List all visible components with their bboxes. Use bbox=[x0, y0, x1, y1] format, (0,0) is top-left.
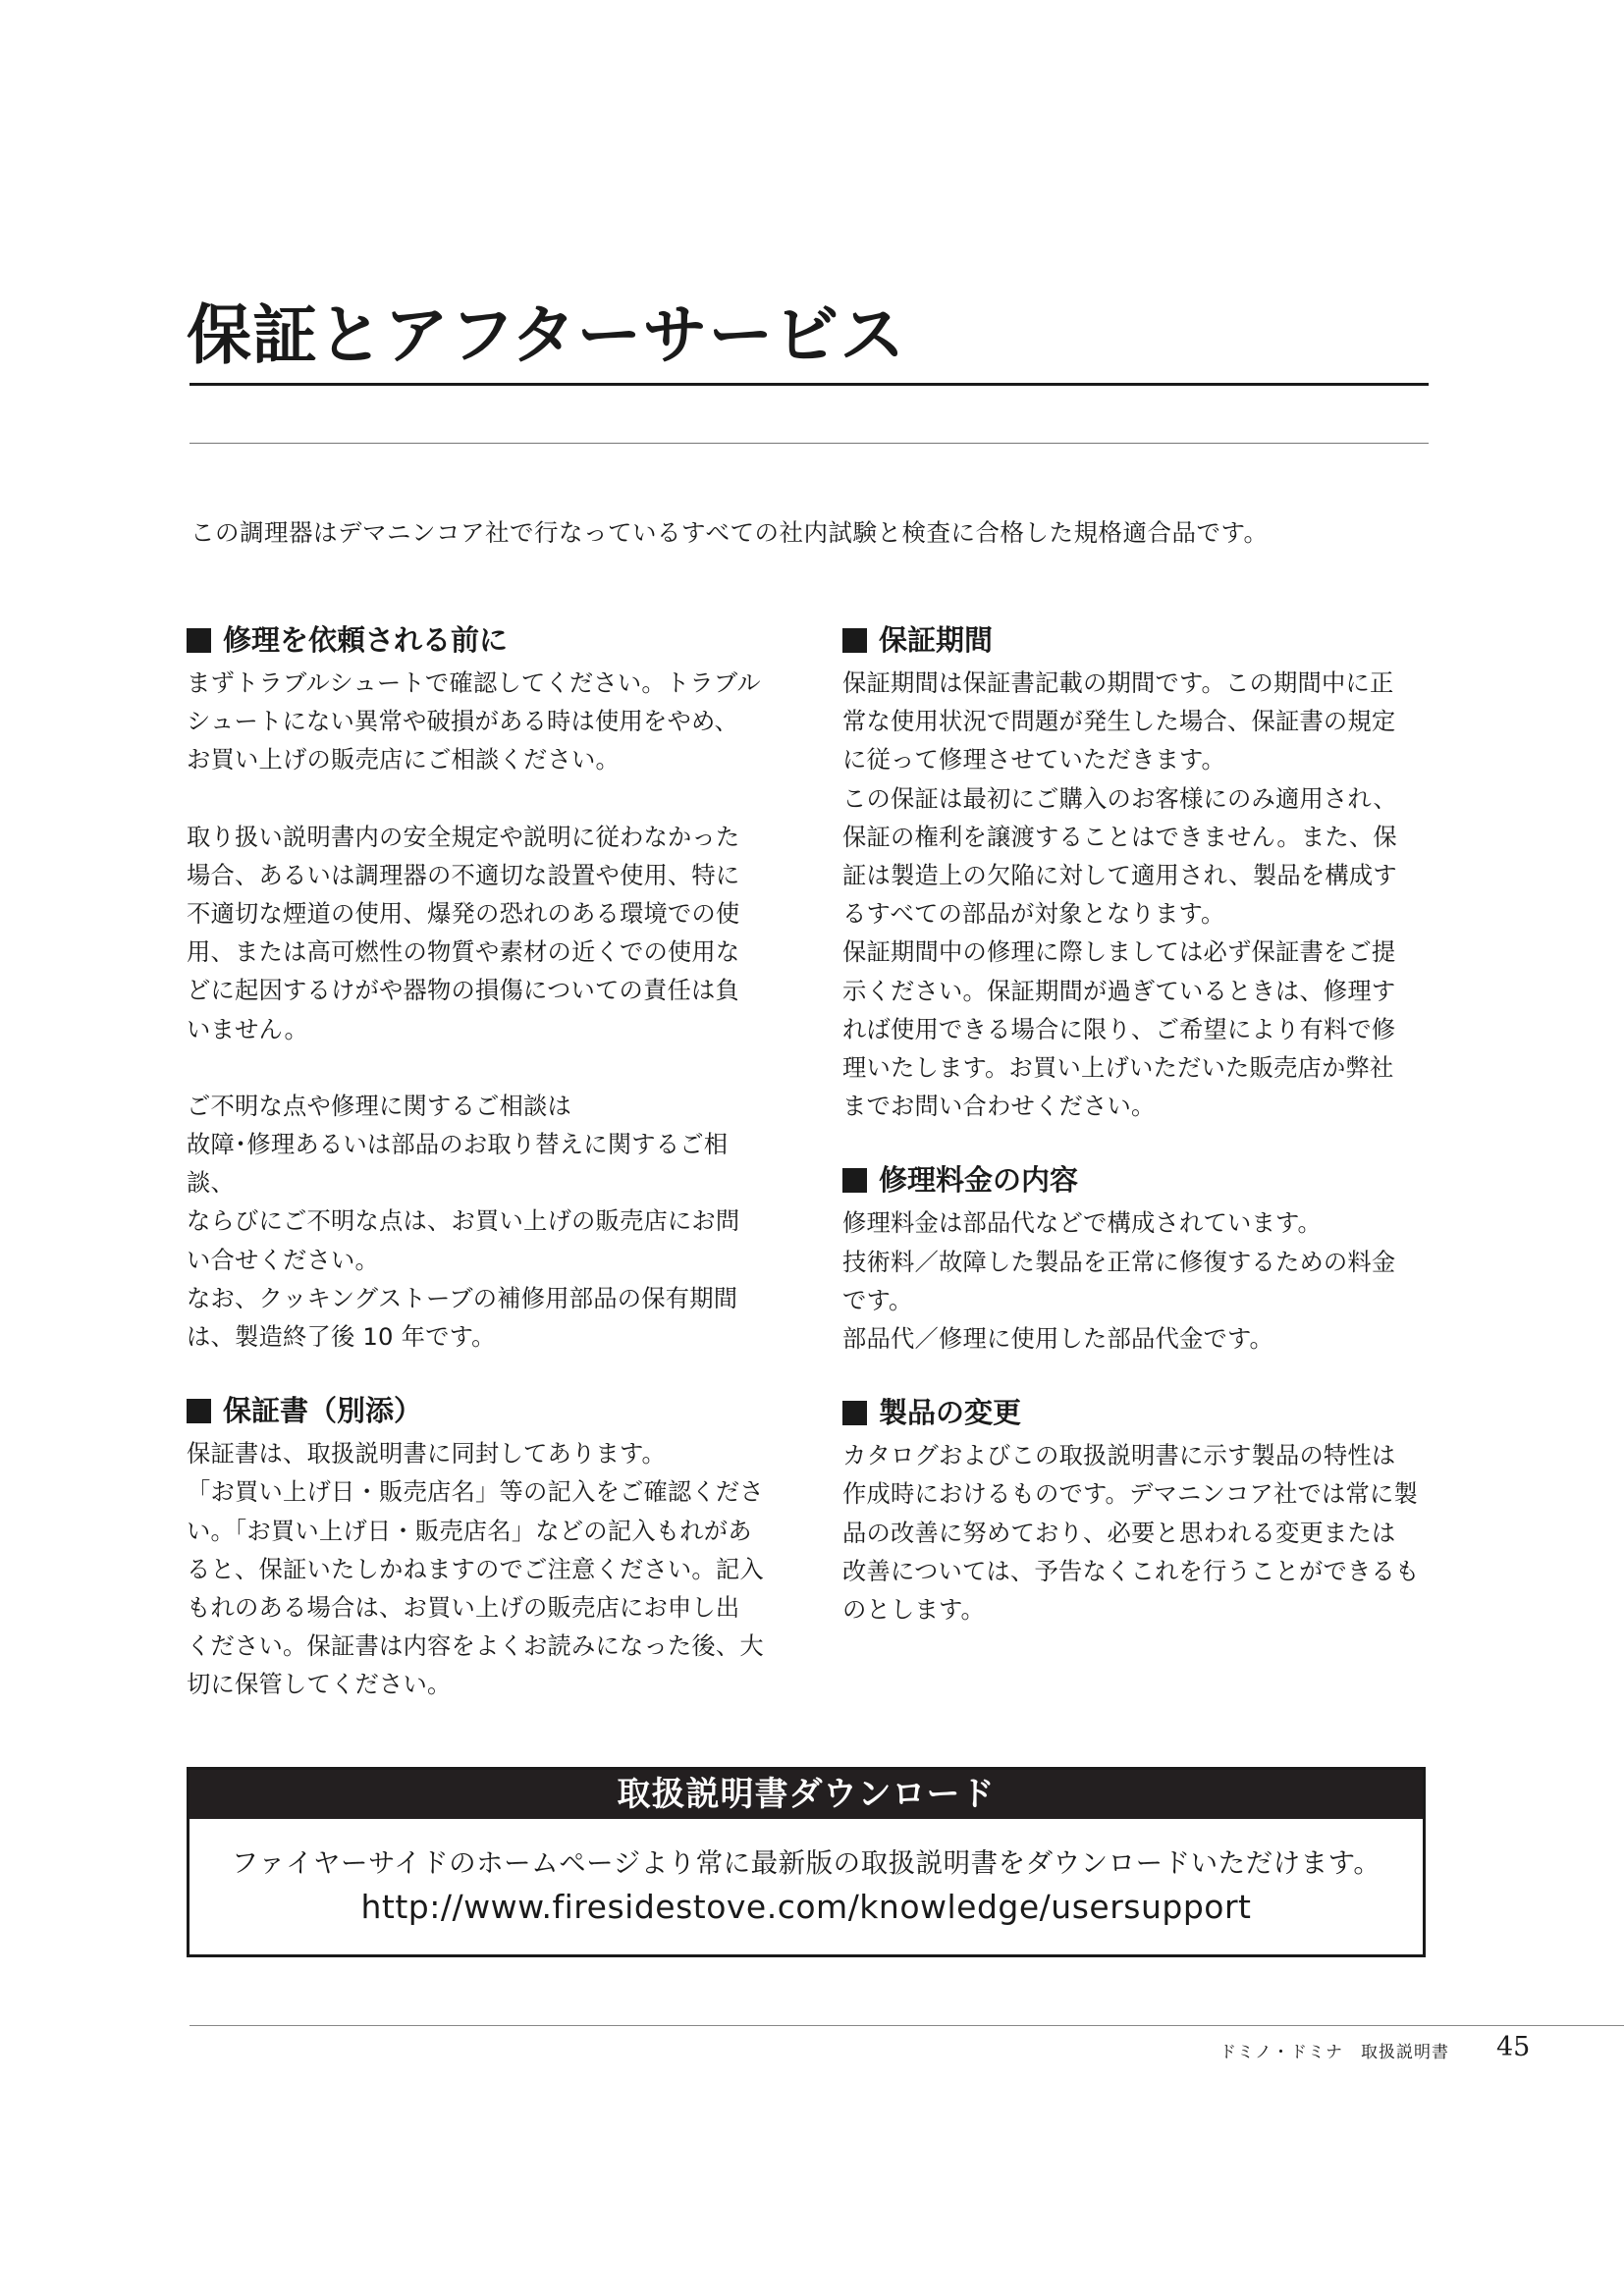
section-paragraph: 保証書は、取扱説明書に同封してあります。 「お買い上げ日・販売店名」等の記入をご確認くださ い。「お買い上げ日・販売店名」などの記入もれがあ ると、保証いたしかねますのでご注意ください。記入 もれのある場合は、お買い上げの販売店にお申し出 ください。保証書は内容をよくお読みになった後、大 切に保管してください。 bbox=[187, 1439, 764, 1699]
section-repair-fees bbox=[842, 1160, 1432, 1358]
section-before-repair bbox=[187, 620, 776, 1356]
download-box-header: 取扱説明書ダウンロード bbox=[189, 1770, 1423, 1819]
square-bullet-icon bbox=[187, 628, 211, 653]
section-paragraph: カタログおよびこの取扱説明書に示す製品の特性は 作成時におけるものです。デマニンコア社では常に製 品の改善に努めており、必要と思われる変更または 改善については、予告なくこれを行うことができるも のとします。 bbox=[842, 1441, 1420, 1625]
heading-text: 保証期間 bbox=[879, 623, 994, 657]
heading-text: 製品の変更 bbox=[879, 1396, 1022, 1430]
section-heading bbox=[842, 1160, 1432, 1200]
download-box bbox=[187, 1767, 1426, 1957]
title-underline bbox=[189, 383, 1429, 386]
intro-text: この調理器はデマニンコア社で行なっているすべての社内試験と検査に合格した規格適合品です。 bbox=[190, 517, 1269, 547]
heading-text: 修理を依頼される前に bbox=[223, 623, 509, 657]
page-number: 45 bbox=[1496, 2032, 1531, 2062]
section-paragraph: 取り扱い説明書内の安全規定や説明に従わなかった 場合、あるいは調理器の不適切な設置や使用、特に 不適切な煙道の使用、爆発の恐れのある環境での使 用、または高可燃性の物質や素材の近くでの使用な どに起因するけがや器物の損傷についての責任は負 いません。 bbox=[187, 822, 740, 1043]
section-heading bbox=[187, 1391, 776, 1430]
title-divider bbox=[189, 443, 1429, 444]
section-paragraph: まずトラブルシュートで確認してください。トラブル シュートにない異常や破損がある時は使用をやめ、 お買い上げの販売店にご相談ください。 bbox=[187, 668, 761, 774]
page-title: 保証とアフターサービス bbox=[187, 296, 906, 373]
left-column bbox=[187, 620, 776, 1704]
download-box-text: ファイヤーサイドのホームページより常に最新版の取扱説明書をダウンロードいただけます。 bbox=[231, 1847, 1381, 1879]
square-bullet-icon bbox=[187, 1399, 211, 1423]
heading-text: 修理料金の内容 bbox=[879, 1163, 1079, 1198]
section-heading bbox=[187, 620, 776, 660]
heading-text: 保証書（別添） bbox=[223, 1394, 423, 1428]
section-warranty-period bbox=[842, 620, 1432, 1125]
section-product-changes bbox=[842, 1393, 1432, 1629]
download-url-link[interactable]: http://www.firesidestove.com/knowledge/usersupport bbox=[360, 1888, 1252, 1926]
right-column bbox=[842, 620, 1432, 1629]
section-heading bbox=[842, 1393, 1432, 1432]
square-bullet-icon bbox=[842, 628, 867, 653]
square-bullet-icon bbox=[842, 1401, 867, 1425]
footer-doc-name: ドミノ・ドミナ 取扱説明書 bbox=[1219, 2043, 1449, 2062]
section-heading bbox=[842, 620, 1432, 660]
section-warranty-card bbox=[187, 1391, 776, 1703]
square-bullet-icon bbox=[842, 1168, 867, 1193]
footer-divider bbox=[189, 2025, 1624, 2026]
section-paragraph: 修理料金は部品代などで構成されています。 技術料／故障した製品を正常に修復するための料金 です。 部品代／修理に使用した部品代金です。 bbox=[842, 1208, 1396, 1354]
section-paragraph: 保証期間は保証書記載の期間です。この期間中に正 常な使用状況で問題が発生した場合、保証書の規定 に従って修理させていただきます。 この保証は最初にご購入のお客様にのみ適用され、 保証の権利を譲渡することはできません。また、保 証は製造上の欠陥に対して適用され、製品を構成す るすべての部品が対象となります。 保証期間中の修理に際しましては必ず保証書をご提 示ください。保証期間が過ぎているときは、修理す れば使用できる場合に限り、ご希望により有料で修 理いたします。お買い上げいただいた販売店か弊社 までお問い合わせください。 bbox=[842, 668, 1397, 1121]
section-paragraph: ご不明な点や修理に関するご相談は 故障･修理あるいは部品のお取り替えに関するご相談、 ならびにご不明な点は、お買い上げの販売店にお問 い合せください。 なお、クッキングストーブの補修用部品の保有期間 は、製造終了後 10 年です。 bbox=[187, 1091, 740, 1352]
